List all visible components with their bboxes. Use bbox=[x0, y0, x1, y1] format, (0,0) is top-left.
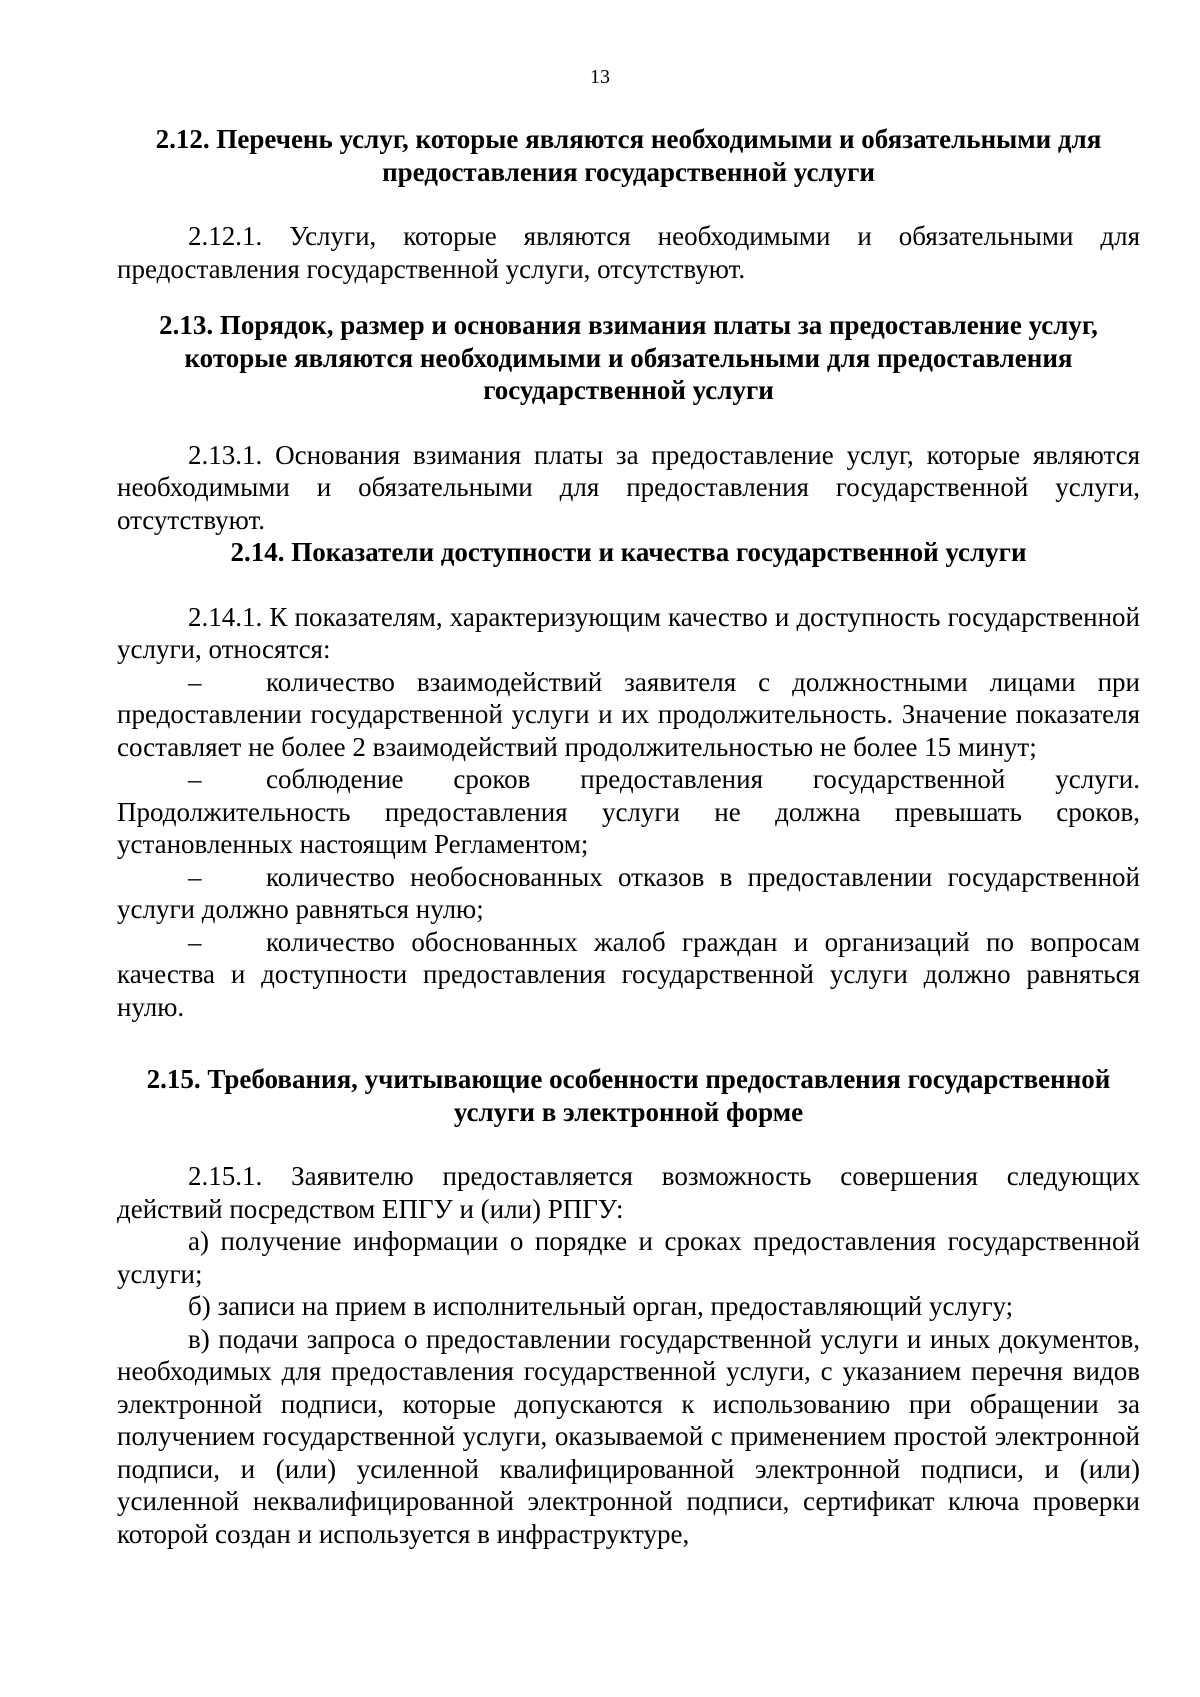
heading-line: которые являются необходимыми и обязательными для предоставления bbox=[184, 342, 1073, 373]
dash-marker: – bbox=[188, 764, 202, 794]
heading-line: предоставления государственной услуги bbox=[382, 156, 875, 187]
document-body bbox=[117, 123, 1140, 1550]
heading-line: услуги в электронной форме bbox=[453, 1096, 804, 1127]
list-item-text: количество необоснованных отказов в предоставлении государственной услуги должно равняться нулю; bbox=[117, 861, 1140, 924]
heading-line: 2.15. Требования, учитывающие особенности предоставления государственной bbox=[146, 1064, 1111, 1094]
section-2-14-heading: 2.14. Показатели доступности и качества государственной услуги bbox=[230, 537, 1027, 567]
list-item-b: б) записи на прием в исполнительный орган, предоставляющий услугу; bbox=[188, 1291, 1014, 1321]
heading-line: 2.12. Перечень услуг, которые являются необходимыми и обязательными для bbox=[155, 124, 1102, 154]
section-2-12-heading bbox=[117, 123, 1140, 188]
list-item bbox=[117, 763, 1140, 861]
dash-marker: – bbox=[188, 861, 202, 892]
list-item-text: соблюдение сроков предоставления государственной услуги. Продолжительность предоставления услуги не должна превышать сроков, установленных настоящим Регламентом; bbox=[117, 764, 1140, 859]
section-2-15-heading bbox=[117, 1063, 1140, 1128]
page-number: 13 bbox=[590, 66, 610, 88]
list-item-text: количество взаимодействий заявителя с должностными лицами при предоставлении государственной услуги и их продолжительность. Значение показателя составляет не более 2 взаимодействий продолжительностью не более 15 минут; bbox=[117, 666, 1140, 762]
paragraph-2-12-1: 2.12.1. Услуги, которые являются необходимыми и обязательными для предоставления государственной услуги, отсутствуют. bbox=[117, 221, 1140, 284]
heading-line: государственной услуги bbox=[483, 375, 774, 405]
list-item bbox=[117, 666, 1140, 764]
dash-marker: – bbox=[188, 926, 202, 957]
heading-line: 2.13. Порядок, размер и основания взимания платы за предоставление услуг, bbox=[159, 310, 1098, 340]
list-item-a: а) получение информации о порядке и сроках предоставления государственной услуги; bbox=[117, 1226, 1140, 1289]
section-2-13-heading bbox=[117, 309, 1140, 407]
list-item-c: в) подачи запроса о предоставлении государственной услуги и иных документов, необходимых для предоставления государственной услуги, с указанием перечня видов электронной подписи, которые допускаются к использованию при обращении за получением государственной услуги, оказываемой с применением простой электронной подписи, и (или) усиленной квалифицированной электронной подписи, и (или) усиленной неквалифицированной электронной подписи, сертификат ключа проверки которой создан и используется в инфраструктуре, bbox=[117, 1323, 1140, 1549]
list-item-text: количество обоснованных жалоб граждан и организаций по вопросам качества и доступности предоставления государственной услуги должно равняться нулю. bbox=[117, 926, 1140, 1022]
list-item bbox=[117, 926, 1140, 1024]
paragraph-2-15-1: 2.15.1. Заявителю предоставляется возможность совершения следующих действий посредством ЕПГУ и (или) РПГУ: bbox=[117, 1161, 1140, 1224]
paragraph-2-14-1: 2.14.1. К показателям, характеризующим качество и доступность государственной услуги, относятся: bbox=[117, 601, 1140, 664]
list-item bbox=[117, 861, 1140, 926]
paragraph-2-13-1: 2.13.1. Основания взимания платы за предоставление услуг, которые являются необходимыми и обязательными для предоставления государственной услуги, отсутствуют. bbox=[117, 439, 1140, 535]
dash-marker: – bbox=[188, 666, 202, 697]
